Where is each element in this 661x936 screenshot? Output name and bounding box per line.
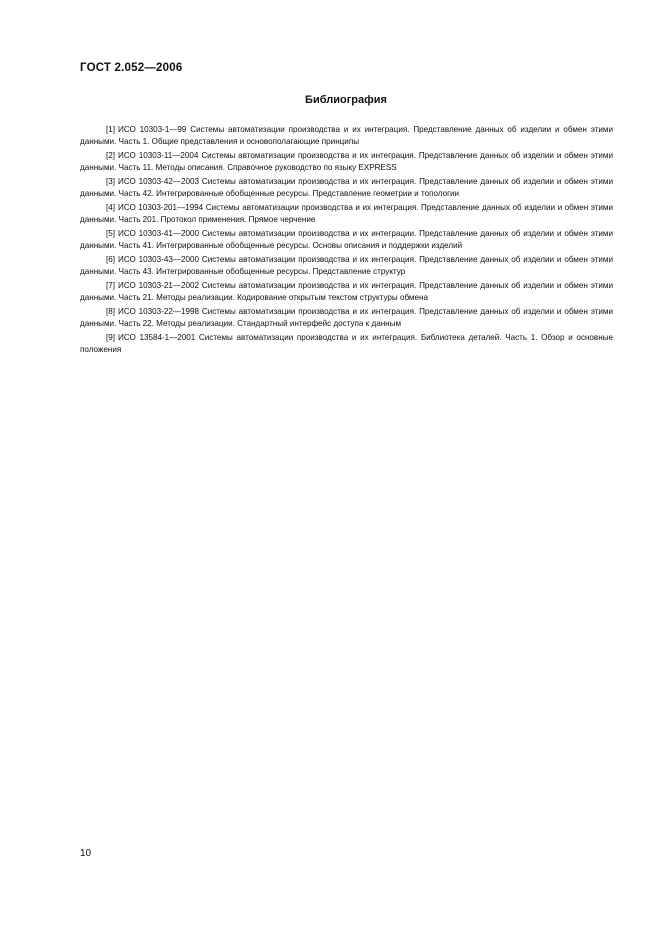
entry-text: ИСО 10303-11—2004 Системы автоматизации производства и их интеграция. Представление данных об изделии и обмен этими данными. Часть 11. Методы описания. Справочное руководство по языку EXPRESS	[80, 151, 613, 173]
entry-number: [3]	[106, 177, 115, 186]
bibliography-entry	[80, 176, 613, 201]
entry-text: ИСО 13584-1—2001 Системы автоматизации производства и их интеграция. Библиотека деталей. Часть 1. Обзор и основные положения	[80, 333, 613, 355]
entry-text: ИСО 10303-22—1998 Системы автоматизации производства и их интеграция. Представление данных об изделии и обмен этими данными. Часть 22. Методы реализации. Стандартный интерфейс доступа к данным	[80, 307, 613, 329]
entry-text: ИСО 10303-21—2002 Системы автоматизации производства и их интеграция. Представление данных об изделии и обмен этими данными. Часть 21. Методы реализации. Кодирование открытым текстом структуры обмена	[80, 281, 613, 303]
entry-number: [8]	[106, 307, 115, 316]
bibliography-list	[80, 124, 613, 358]
bibliography-entry	[80, 150, 613, 175]
entry-number: [5]	[106, 229, 115, 238]
entry-text: ИСО 10303-1—99 Системы автоматизации производства и их интеграция. Представление данных об изделии и обмен этими данными. Часть 1. Общие представления и основополагающие принципы	[80, 125, 613, 147]
bibliography-entry	[80, 332, 613, 357]
entry-number: [2]	[106, 151, 115, 160]
entry-text: ИСО 10303-43—2000 Системы автоматизации производства и их интеграция. Представление данных об изделии и обмен этими данными. Часть 43. Интегрированные обобщенные ресурсы. Представление структур	[80, 255, 613, 277]
bibliography-entry	[80, 280, 613, 305]
entry-text: ИСО 10303-201—1994 Системы автоматизации производства и их интеграция. Представление данных об изделии и обмен этими данными. Часть 201. Протокол применения. Прямое черчение	[80, 203, 613, 225]
entry-number: [1]	[106, 125, 115, 134]
entry-text: ИСО 10303-42—2003 Системы автоматизации производства и их интеграция. Представление данных об изделии и обмен этими данными. Часть 42. Интегрированные обобщенные ресурсы. Представление геометрии и топологии	[80, 177, 613, 199]
bibliography-entry	[80, 202, 613, 227]
bibliography-entry	[80, 306, 613, 331]
entry-number: [9]	[106, 333, 115, 342]
document-header: ГОСТ 2.052—2006	[80, 62, 183, 74]
entry-text: ИСО 10303-41—2000 Системы автоматизации производства и их интеграции. Представление данных об изделии и обмен этими данными. Часть 41. Интегрированные обобщенные ресурсы. Основы описания и поддержки изделий	[80, 229, 613, 251]
bibliography-entry	[80, 254, 613, 279]
entry-number: [4]	[106, 203, 115, 212]
entry-number: [6]	[106, 255, 115, 264]
bibliography-entry	[80, 124, 613, 149]
page-number: 10	[80, 848, 92, 859]
bibliography-title: Библиография	[305, 94, 387, 106]
bibliography-entry	[80, 228, 613, 253]
entry-number: [7]	[106, 281, 115, 290]
